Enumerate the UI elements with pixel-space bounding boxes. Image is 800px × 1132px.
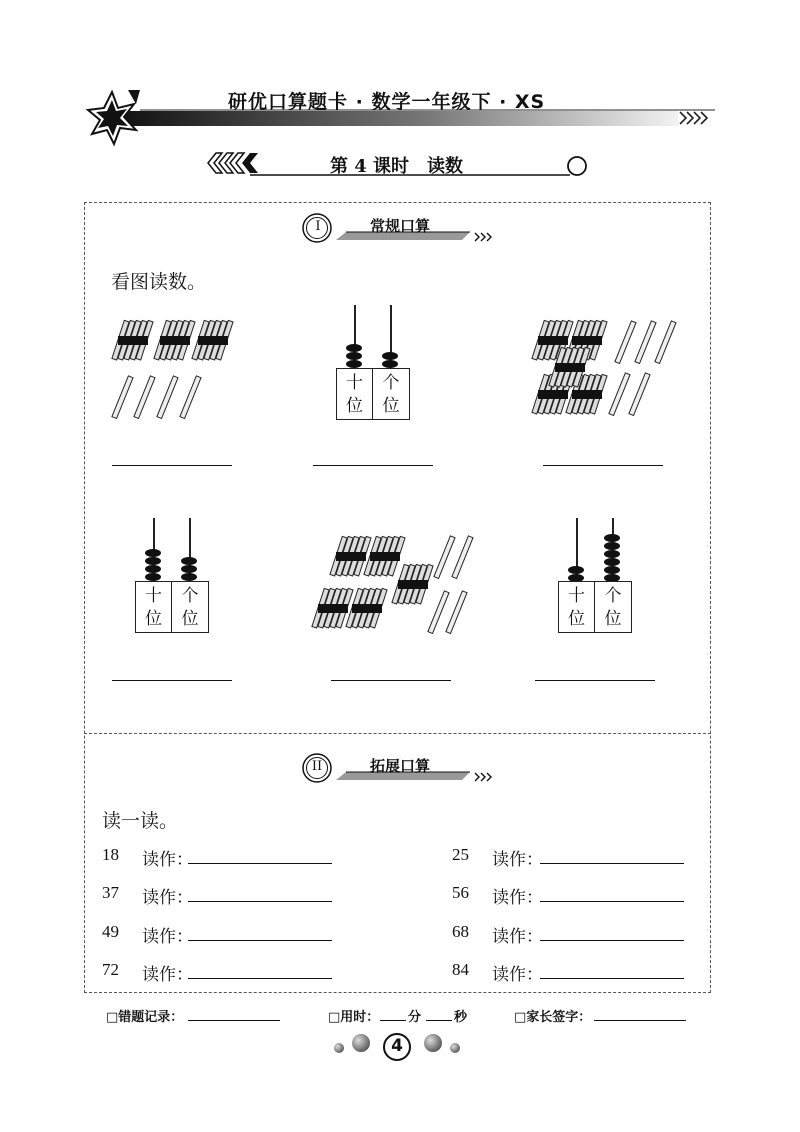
minutes-unit: 分 — [408, 1010, 422, 1025]
read-as-label: 读作： — [492, 850, 543, 870]
header-title: 研优口算题卡 · 数学一年级下 · XS — [228, 91, 546, 113]
read-as-label: 读作： — [142, 850, 193, 870]
time-used-label: □用时： — [328, 1010, 380, 1025]
mistakes-record-label: □错题记录： — [106, 1010, 184, 1025]
ones-place-label: 个 位 — [181, 586, 199, 629]
section1-numeral: I — [315, 219, 321, 234]
section2-numeral: II — [311, 759, 323, 774]
number-56: 56 — [452, 883, 469, 902]
section1-instruction: 看图读数。 — [111, 271, 207, 293]
read-as-label: 读作： — [492, 888, 543, 908]
section1-title: 常规口算 — [370, 217, 431, 235]
read-as-label: 读作： — [492, 927, 543, 947]
section2-title: 拓展口算 — [370, 757, 431, 775]
tens-place-label: 十 位 — [136, 582, 172, 632]
number-68: 68 — [452, 922, 469, 941]
ones-place-label: 个 位 — [382, 373, 400, 416]
seconds-unit: 秒 — [454, 1010, 468, 1025]
ones-place-label: 个 位 — [604, 586, 622, 629]
tens-place-label: 十 位 — [559, 582, 595, 632]
read-as-label: 读作： — [142, 888, 193, 908]
number-25: 25 — [452, 845, 469, 864]
lesson-title: 第 4 课时 读数 — [330, 156, 464, 177]
number-18: 18 — [102, 845, 119, 864]
read-as-label: 读作： — [142, 965, 193, 985]
read-as-label: 读作： — [142, 927, 193, 947]
number-72: 72 — [102, 960, 119, 979]
page-number: 4 — [391, 1036, 403, 1056]
parent-signature-label: □家长签字： — [514, 1010, 592, 1025]
number-37: 37 — [102, 883, 119, 902]
read-as-label: 读作： — [492, 965, 543, 985]
tens-place-label: 十 位 — [337, 369, 373, 419]
number-49: 49 — [102, 922, 119, 941]
number-84: 84 — [452, 960, 469, 979]
section2-instruction: 读一读。 — [102, 810, 179, 832]
